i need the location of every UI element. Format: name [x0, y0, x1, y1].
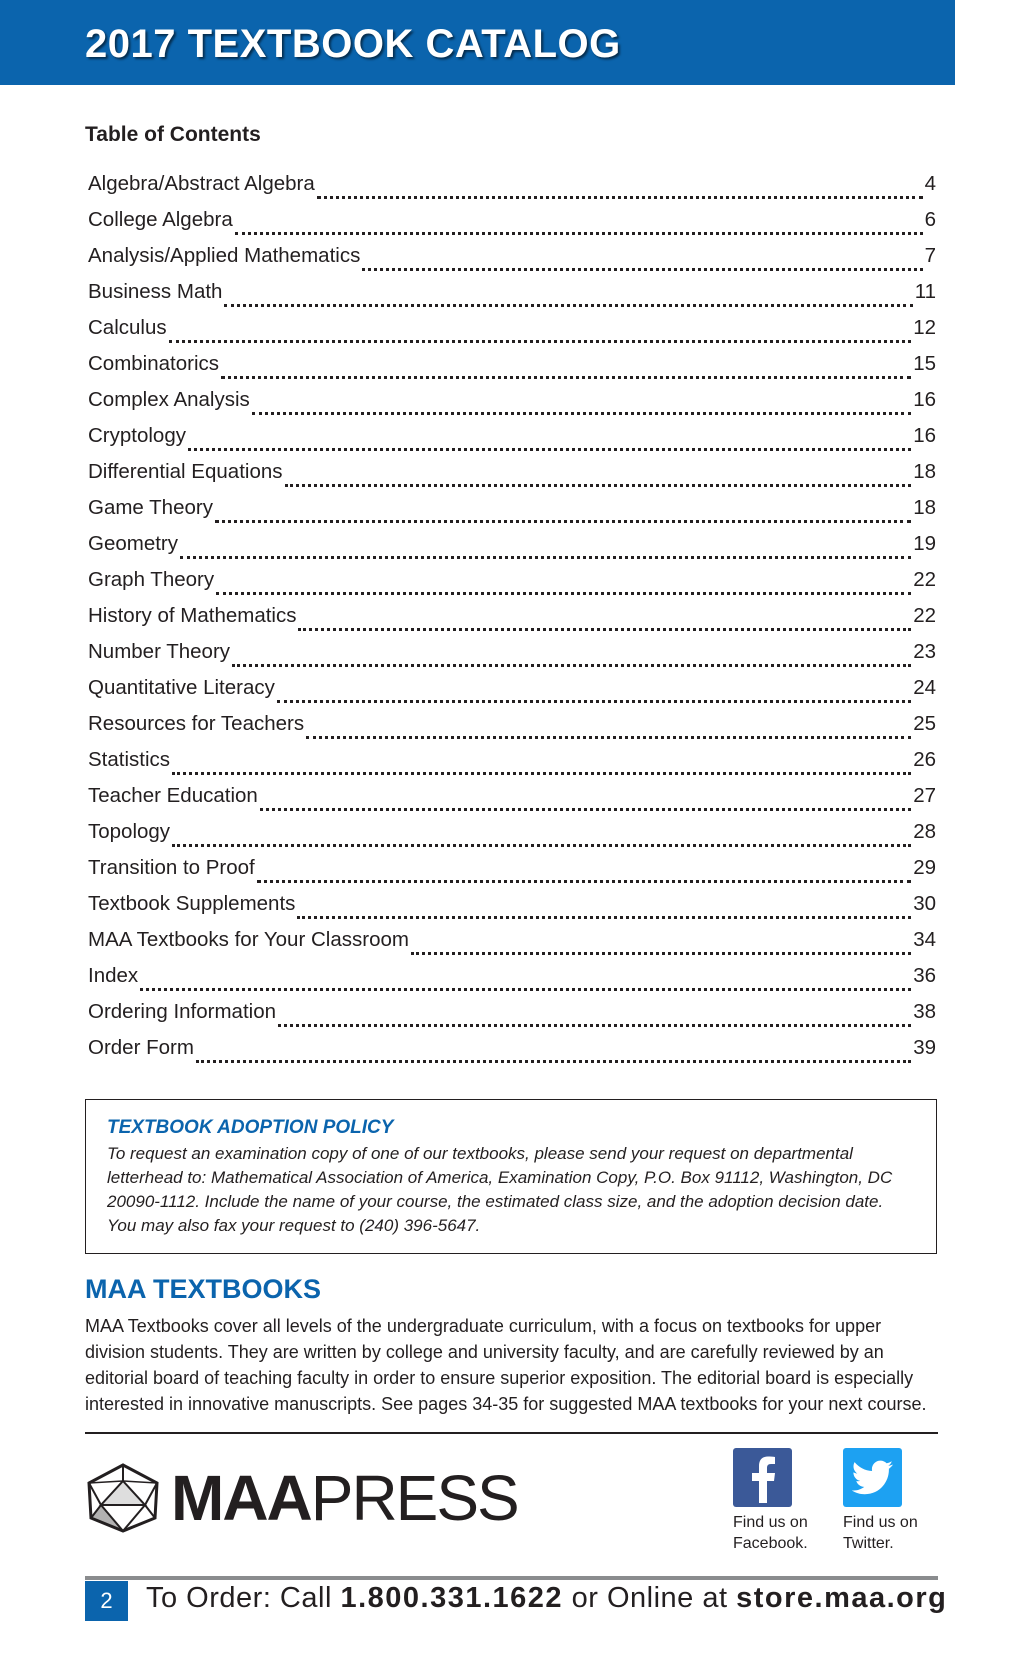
order-middle: or Online at	[571, 1582, 728, 1614]
toc-entry-label: Calculus	[88, 316, 167, 339]
twitter-link[interactable]	[843, 1448, 953, 1554]
toc-entry[interactable]	[88, 424, 936, 460]
toc-entry[interactable]	[88, 568, 936, 604]
toc-entry-page: 25	[913, 712, 936, 735]
table-of-contents	[88, 172, 936, 1072]
toc-leader-dots	[285, 484, 912, 487]
order-phone[interactable]: 1.800.331.1622	[340, 1582, 564, 1614]
toc-entry-page: 22	[913, 604, 936, 627]
toc-leader-dots	[278, 1024, 911, 1027]
toc-leader-dots	[172, 844, 911, 847]
logo-text-bold: MAA	[171, 1462, 311, 1534]
toc-entry-page: 24	[913, 676, 936, 699]
policy-title: TEXTBOOK ADOPTION POLICY	[107, 1117, 394, 1138]
toc-entry-page: 26	[913, 748, 936, 771]
toc-entry-page: 19	[913, 532, 936, 555]
toc-entry-label: Geometry	[88, 532, 178, 555]
twitter-caption-line1: Find us on	[843, 1514, 918, 1531]
toc-leader-dots	[169, 340, 912, 343]
toc-entry-page: 18	[913, 496, 936, 519]
toc-leader-dots	[252, 412, 911, 415]
twitter-caption	[843, 1512, 953, 1554]
maa-press-wordmark	[171, 1462, 518, 1534]
icosahedron-logo-icon	[85, 1463, 161, 1533]
toc-entry-label: Index	[88, 964, 139, 987]
toc-leader-dots	[140, 988, 911, 991]
toc-entry-label: Number Theory	[88, 640, 231, 663]
toc-entry-label: Order Form	[88, 1036, 194, 1059]
facebook-icon[interactable]	[733, 1448, 792, 1507]
toc-entry-page: 28	[913, 820, 936, 843]
toc-leader-dots	[180, 556, 911, 559]
policy-text: To request an examination copy of one of our textbooks, please send your request on departmental letterhead to: Mathematical Association of America, Examination Copy, P.O. Box 91112, Washington, DC 20090-1112. Include the name of your course, the estimated class size, and the adoption decision date. You may also fax your request to (240) 396-5647.	[107, 1144, 893, 1235]
toc-entry-label: College Algebra	[88, 208, 233, 231]
toc-entry-label: Business Math	[88, 280, 223, 303]
toc-leader-dots	[298, 628, 911, 631]
catalog-header	[0, 0, 955, 85]
toc-entry-page: 18	[913, 460, 936, 483]
toc-entry-label: Complex Analysis	[88, 388, 250, 411]
toc-entry-page: 16	[913, 424, 936, 447]
order-website-link[interactable]: store.maa.org	[736, 1582, 948, 1614]
toc-leader-dots	[196, 1060, 911, 1063]
toc-leader-dots	[232, 664, 911, 667]
toc-entry-label: Textbook Supplements	[88, 892, 296, 915]
catalog-title: 2017 TEXTBOOK CATALOG	[85, 22, 621, 66]
toc-entry-page: 15	[913, 352, 936, 375]
maa-textbooks-text: MAA Textbooks cover all levels of the undergraduate curriculum, with a focus on textbooks for upper division students. They are written by college and university faculty, and are carefully reviewed by an editorial board of teaching faculty in order to ensure superior exposition. The editorial board is especially interested in innovative manuscripts. See pages 34-35 for suggested MAA textbooks for your next course.	[85, 1316, 927, 1414]
logo-text-regular: PRESS	[310, 1462, 518, 1534]
twitter-caption-line2: Twitter.	[843, 1535, 894, 1552]
facebook-caption	[733, 1512, 843, 1554]
toc-entry-page: 22	[913, 568, 936, 591]
facebook-caption-line1: Find us on	[733, 1514, 808, 1531]
toc-entry[interactable]	[88, 928, 936, 964]
twitter-icon[interactable]	[843, 1448, 902, 1507]
toc-entry-label: Differential Equations	[88, 460, 283, 483]
toc-entry[interactable]	[88, 316, 936, 352]
toc-leader-dots	[235, 232, 923, 235]
toc-entry[interactable]	[88, 532, 936, 568]
order-prefix: To Order: Call	[146, 1582, 332, 1614]
toc-entry[interactable]	[88, 244, 936, 280]
toc-leader-dots	[362, 268, 922, 271]
toc-leader-dots	[317, 196, 923, 199]
toc-entry[interactable]	[88, 208, 936, 244]
adoption-policy-box	[85, 1099, 937, 1254]
toc-leader-dots	[216, 592, 911, 595]
toc-entry-label: Resources for Teachers	[88, 712, 305, 735]
toc-entry-page: 11	[914, 280, 936, 303]
toc-entry[interactable]	[88, 172, 936, 208]
toc-heading: Table of Contents	[85, 123, 261, 146]
maa-textbooks-heading: MAA TEXTBOOKS	[85, 1274, 321, 1304]
toc-entry[interactable]	[88, 820, 936, 856]
toc-entry-label: Topology	[88, 820, 171, 843]
facebook-caption-line2: Facebook.	[733, 1535, 808, 1552]
maa-press-logo	[85, 1463, 518, 1533]
toc-leader-dots	[172, 772, 911, 775]
toc-entry-page: 23	[913, 640, 936, 663]
toc-entry-label: Statistics	[88, 748, 171, 771]
toc-entry[interactable]	[88, 712, 936, 748]
toc-entry-label: Ordering Information	[88, 1000, 277, 1023]
toc-entry[interactable]	[88, 1000, 936, 1036]
toc-leader-dots	[188, 448, 911, 451]
toc-entry-page: 30	[913, 892, 936, 915]
toc-entry-page: 4	[924, 172, 936, 195]
toc-entry-label: Transition to Proof	[88, 856, 255, 879]
toc-leader-dots	[306, 736, 911, 739]
toc-leader-dots	[277, 700, 911, 703]
toc-entry[interactable]	[88, 640, 936, 676]
toc-entry-page: 12	[913, 316, 936, 339]
toc-entry-label: Combinatorics	[88, 352, 220, 375]
toc-entry-page: 7	[924, 244, 936, 267]
toc-entry-label: Game Theory	[88, 496, 213, 519]
toc-leader-dots	[257, 880, 911, 883]
toc-entry-label: History of Mathematics	[88, 604, 297, 627]
toc-entry-label: Cryptology	[88, 424, 186, 447]
toc-entry[interactable]	[88, 964, 936, 1000]
toc-entry[interactable]	[88, 676, 936, 712]
toc-entry-label: Algebra/Abstract Algebra	[88, 172, 315, 195]
toc-entry-page: 36	[913, 964, 936, 987]
toc-entry-label: MAA Textbooks for Your Classroom	[88, 928, 409, 951]
toc-entry[interactable]	[88, 460, 936, 496]
toc-leader-dots	[221, 376, 911, 379]
toc-entry-label: Graph Theory	[88, 568, 215, 591]
toc-entry-page: 38	[913, 1000, 936, 1023]
toc-leader-dots	[260, 808, 911, 811]
toc-leader-dots	[224, 304, 912, 307]
toc-entry[interactable]	[88, 496, 936, 532]
toc-entry[interactable]	[88, 1036, 936, 1072]
toc-entry[interactable]	[88, 892, 936, 928]
toc-leader-dots	[411, 952, 911, 955]
footer-divider	[85, 1576, 938, 1580]
toc-entry-page: 6	[924, 208, 936, 231]
toc-entry-label: Analysis/Applied Mathematics	[88, 244, 361, 267]
toc-leader-dots	[215, 520, 911, 523]
toc-leader-dots	[297, 916, 911, 919]
toc-entry[interactable]	[88, 748, 936, 784]
toc-entry-label: Teacher Education	[88, 784, 258, 807]
facebook-link[interactable]	[733, 1448, 843, 1554]
toc-entry[interactable]	[88, 388, 936, 424]
toc-entry[interactable]	[88, 784, 936, 820]
toc-entry[interactable]	[88, 280, 936, 316]
toc-entry[interactable]	[88, 352, 936, 388]
page-number: 2	[85, 1581, 128, 1621]
toc-entry-page: 16	[913, 388, 936, 411]
toc-entry-page: 29	[913, 856, 936, 879]
toc-entry-page: 27	[913, 784, 936, 807]
toc-entry-label: Quantitative Literacy	[88, 676, 275, 699]
toc-entry[interactable]	[88, 856, 936, 892]
divider	[85, 1432, 938, 1434]
toc-entry-page: 39	[913, 1036, 936, 1059]
order-line	[146, 1582, 947, 1615]
toc-entry-page: 34	[913, 928, 936, 951]
toc-entry[interactable]	[88, 604, 936, 640]
